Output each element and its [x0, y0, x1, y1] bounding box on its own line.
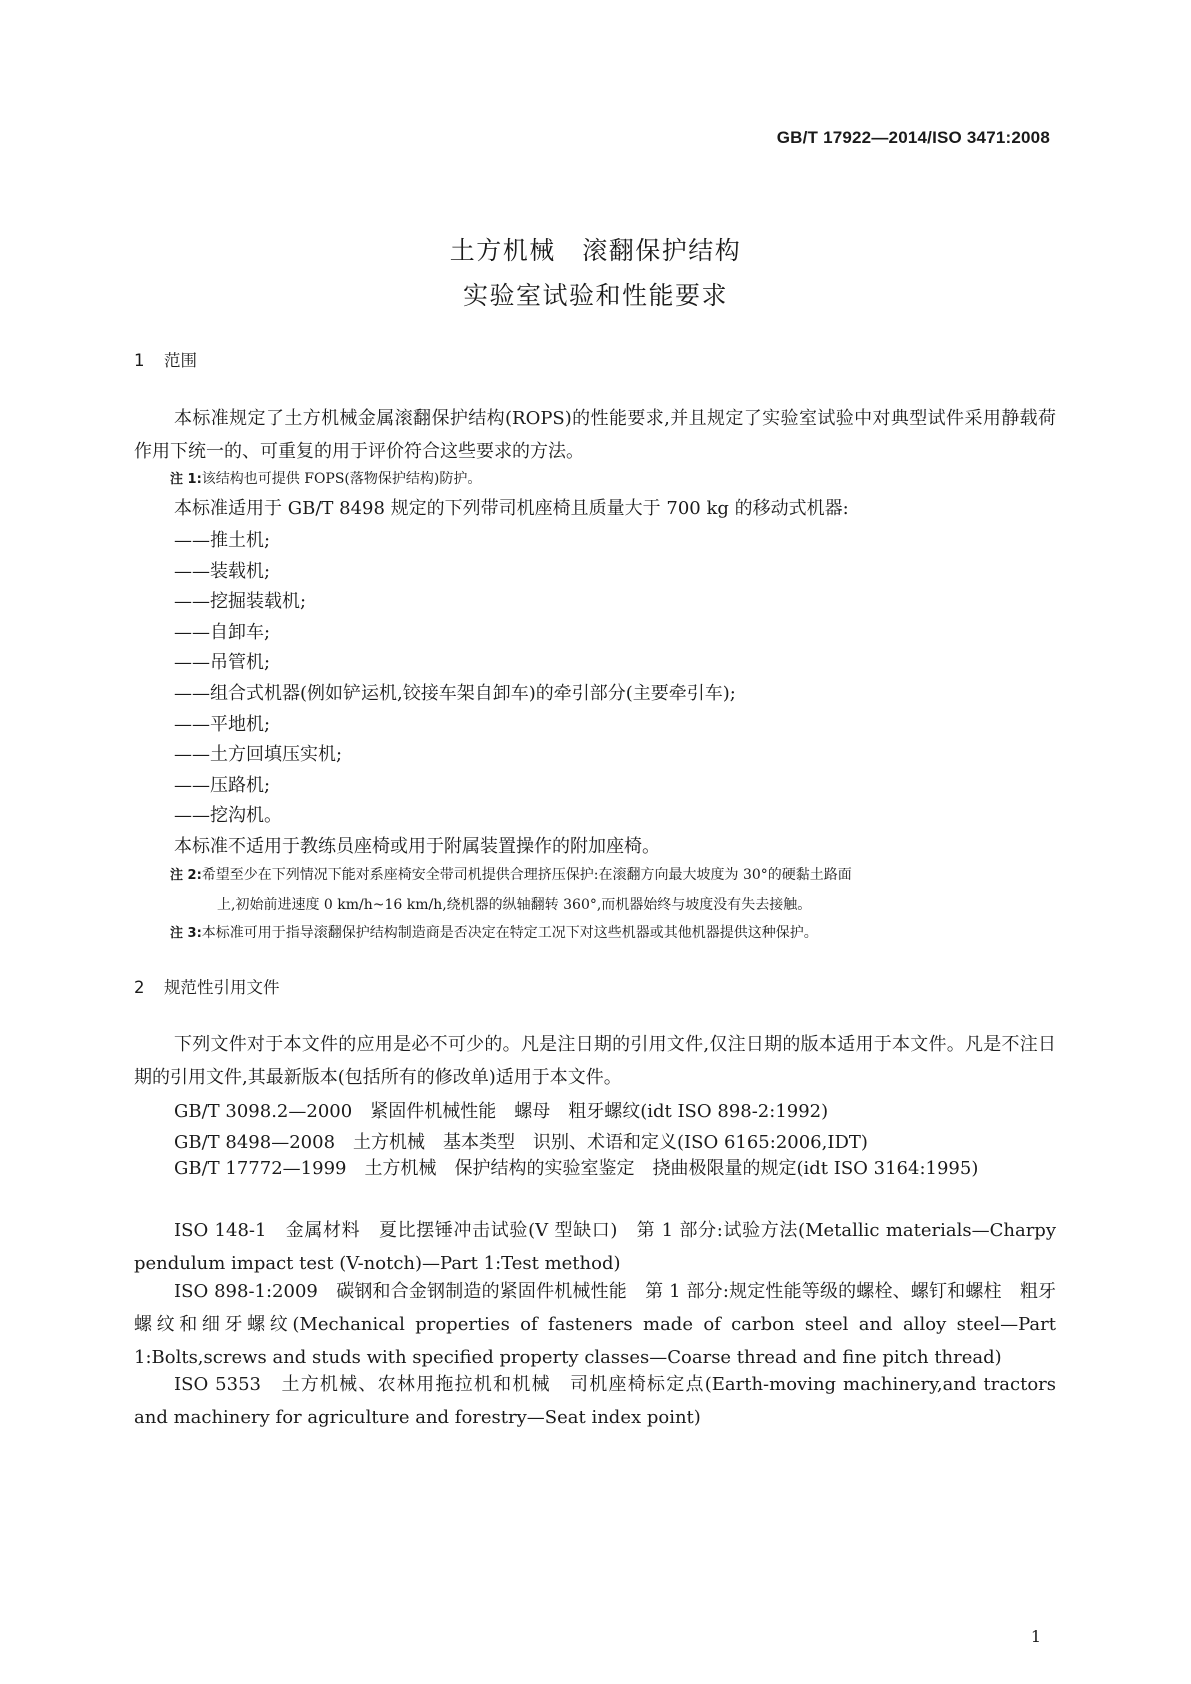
- note2-label: 注 2:: [170, 868, 202, 883]
- list-item: ——土方回填压实机;: [174, 744, 343, 765]
- note3-text: 本标准可用于指导滚翻保护结构制造商是否决定在特定工况下对这些机器或其他机器提供这种保护。: [201, 925, 818, 941]
- list-item: ——吊管机;: [174, 652, 271, 673]
- section1-para2: 本标准适用于 GB/T 8498 规定的下列带司机座椅且质量大于 700 kg 的移动式机器:: [174, 498, 849, 519]
- reference-item: ISO 5353 土方机械、农林用拖拉机和机械 司机座椅标定点(Earth-moving machinery,and tractors and machinery for agriculture and forestry—Seat index point): [134, 1374, 1056, 1428]
- reference-item: ISO 898-1:2009 碳钢和合金钢制造的紧固件机械性能 第 1 部分:规定性能等级的螺栓、螺钉和螺柱 粗牙螺纹和细牙螺纹(Mechanical properties of fasteners made of carbon steel and alloy steel—Part 1:Bolts,screws and studs with specified property classes—Coarse thread and fine pitch thread): [134, 1281, 1056, 1368]
- section1-number: 1: [134, 351, 145, 370]
- note1-text: 该结构也可提供 FOPS(落物保护结构)防护。: [201, 471, 482, 487]
- list-item: ——装载机;: [174, 561, 271, 582]
- section2-title: 规范性引用文件: [164, 978, 280, 997]
- page-number: 1: [1030, 1627, 1041, 1646]
- note1-label: 注 1:: [170, 472, 202, 487]
- note2-line1: 希望至少在下列情况下能对系座椅安全带司机提供合理挤压保护:在滚翻方向最大坡度为 30°的硬黏土路面: [201, 867, 852, 883]
- list-item: ——压路机;: [174, 775, 271, 796]
- note2: [170, 860, 1052, 891]
- note2-line2: 上,初始前进速度 0 km/h~16 km/h,绕机器的纵轴翻转 360°,而机器始终与坡度没有失去接触。: [217, 897, 812, 913]
- section2-number: 2: [134, 978, 145, 997]
- section1-title: 范围: [164, 351, 197, 370]
- section2-heading: [134, 974, 280, 998]
- list-item: ——挖掘装载机;: [174, 591, 307, 612]
- document-title-line1: 土方机械 滚翻保护结构: [449, 236, 742, 265]
- note3: [170, 918, 1052, 949]
- document-title-line2: 实验室试验和性能要求: [462, 281, 728, 310]
- section1-heading: [134, 347, 197, 371]
- reference-item: ISO 148-1 金属材料 夏比摆锤冲击试验(V 型缺口) 第 1 部分:试验方法(Metallic materials—Charpy pendulum impact test (V-notch)—Part 1:Test method): [134, 1220, 1056, 1274]
- list-item: ——挖沟机。: [174, 805, 282, 826]
- list-item: ——平地机;: [174, 714, 271, 735]
- section1-para1: 本标准规定了土方机械金属滚翻保护结构(ROPS)的性能要求,并且规定了实验室试验中对典型试件采用静载荷作用下统一的、可重复的用于评价符合这些要求的方法。: [134, 408, 1056, 462]
- list-item: ——自卸车;: [174, 622, 271, 643]
- note1: [170, 464, 1052, 495]
- reference-item: GB/T 17772—1999 土方机械 保护结构的实验室鉴定 挠曲极限量的规定(idt ISO 3164:1995): [174, 1158, 979, 1179]
- standard-code: GB/T 17922—2014/ISO 3471:2008: [776, 128, 1050, 147]
- section1-para3: 本标准不适用于教练员座椅或用于附属装置操作的附加座椅。: [174, 836, 660, 857]
- reference-item: GB/T 8498—2008 土方机械 基本类型 识别、术语和定义(ISO 6165:2006,IDT): [174, 1132, 868, 1153]
- note3-label: 注 3:: [170, 926, 202, 941]
- reference-item: GB/T 3098.2—2000 紧固件机械性能 螺母 粗牙螺纹(idt ISO 898-2:1992): [174, 1101, 829, 1122]
- section2-intro: 下列文件对于本文件的应用是必不可少的。凡是注日期的引用文件,仅注日期的版本适用于本文件。凡是不注日期的引用文件,其最新版本(包括所有的修改单)适用于本文件。: [134, 1034, 1056, 1088]
- list-item: ——组合式机器(例如铲运机,铰接车架自卸车)的牵引部分(主要牵引车);: [174, 683, 736, 704]
- list-item: ——推土机;: [174, 530, 271, 551]
